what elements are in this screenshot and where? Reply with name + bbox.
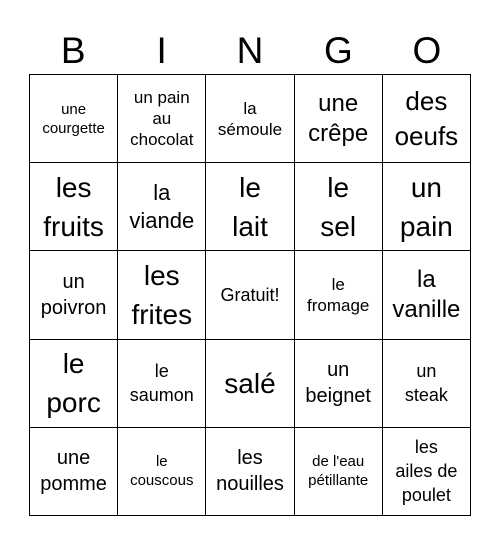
bingo-cell-text: le porc (46, 348, 101, 419)
bingo-header (29, 28, 471, 74)
bingo-cell[interactable] (383, 251, 471, 339)
bingo-cell[interactable] (295, 251, 383, 339)
bingo-cell[interactable] (118, 340, 206, 428)
bingo-cell-text: le sel (320, 171, 357, 242)
bingo-cell-text: les ailes de poulet (395, 437, 458, 506)
header-letter-i: I (156, 30, 167, 71)
bingo-cell-text: le couscous (130, 453, 194, 490)
bingo-cell[interactable] (118, 163, 206, 251)
bingo-cell-text: la vanille (392, 265, 461, 323)
bingo-cell-text: une pomme (40, 447, 107, 496)
bingo-cell-text: les nouilles (216, 447, 284, 496)
bingo-cell[interactable] (30, 340, 118, 428)
bingo-board (29, 74, 471, 516)
bingo-cell[interactable] (118, 251, 206, 339)
bingo-cell[interactable] (383, 163, 471, 251)
header-letter-o: O (412, 30, 442, 71)
header-letter-g: G (324, 30, 353, 71)
bingo-cell-text: Gratuit! (220, 284, 280, 305)
bingo-cell[interactable] (295, 75, 383, 163)
bingo-cell[interactable] (118, 428, 206, 516)
bingo-cell[interactable] (295, 428, 383, 516)
bingo-cell[interactable] (30, 251, 118, 339)
bingo-cell-text: le fromage (307, 274, 370, 315)
bingo-cell[interactable] (383, 75, 471, 163)
bingo-cell[interactable] (295, 163, 383, 251)
bingo-cell[interactable] (206, 163, 294, 251)
bingo-cell[interactable] (30, 75, 118, 163)
bingo-cell[interactable] (206, 340, 294, 428)
bingo-cell-text: salé (224, 367, 276, 399)
bingo-cell[interactable] (118, 75, 206, 163)
bingo-cell-text: un poivron (40, 270, 107, 319)
bingo-cell[interactable] (383, 340, 471, 428)
bingo-cell-text: une courgette (42, 100, 105, 137)
bingo-cell[interactable] (383, 428, 471, 516)
bingo-cell-text: de l'eau pétillante (308, 453, 369, 490)
bingo-cell-text: des oeufs (394, 85, 459, 151)
bingo-cell-text: un pain au chocolat (130, 88, 194, 150)
bingo-cell-text: les frites (131, 259, 193, 330)
bingo-cell-text: la sémoule (217, 98, 283, 139)
bingo-cell[interactable] (295, 340, 383, 428)
bingo-cell[interactable] (30, 428, 118, 516)
header-letter-b: B (60, 30, 86, 71)
bingo-cell-text: une crêpe (308, 89, 369, 147)
bingo-cell[interactable] (206, 251, 294, 339)
bingo-cell-text: le lait (232, 171, 268, 242)
bingo-cell-text: la viande (129, 179, 195, 233)
bingo-cell[interactable] (30, 163, 118, 251)
bingo-cell-text: les fruits (43, 171, 104, 242)
bingo-cell-text: le saumon (129, 361, 194, 406)
bingo-cell-text: un pain (399, 171, 453, 242)
header-letter-n: N (236, 30, 264, 71)
bingo-cell-text: un steak (404, 361, 448, 406)
bingo-cell[interactable] (206, 75, 294, 163)
bingo-cell-text: un beignet (305, 359, 371, 408)
bingo-cell[interactable] (206, 428, 294, 516)
